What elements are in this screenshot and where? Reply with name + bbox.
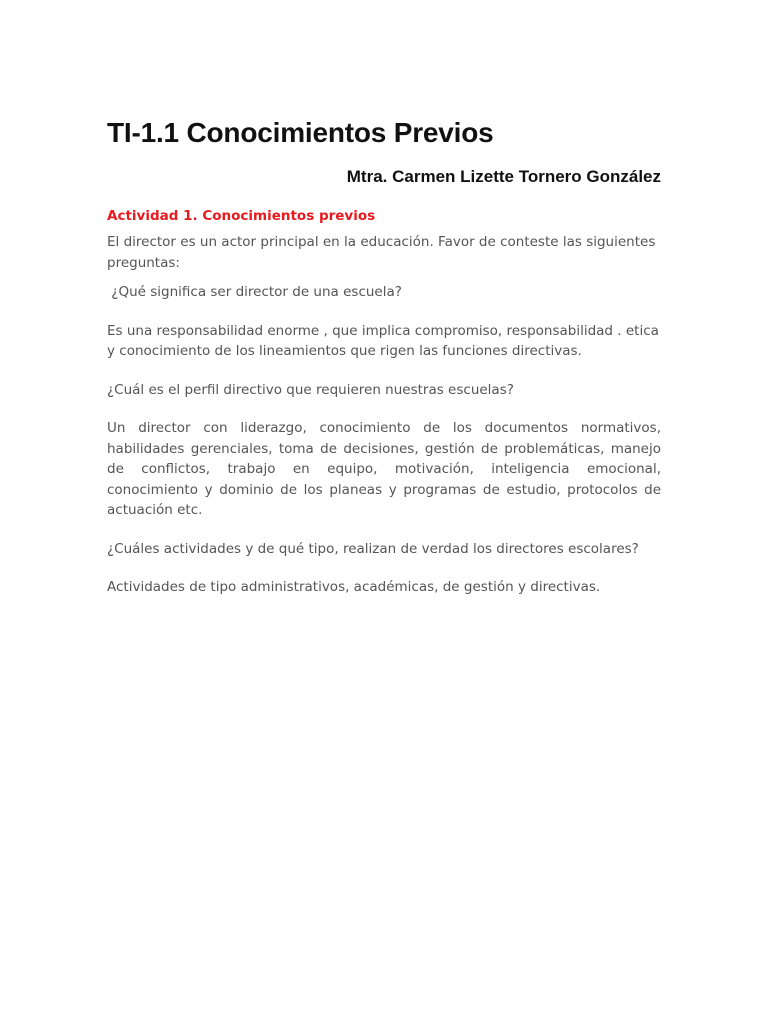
question-2: ¿Cuál es el perfil directivo que requieren nuestras escuelas? — [107, 381, 514, 398]
document-page — [107, 115, 661, 598]
answer-3: Actividades de tipo administrativos, académicas, de gestión y directivas. — [107, 579, 601, 595]
author-name: Mtra. Carmen Lizette Tornero González — [346, 167, 661, 186]
answer-2: Un director con liderazgo, conocimiento de los documentos normativos, habilidades gerenciales, toma de decisiones, gestión de problemáticas, manejo de conflictos, trabajo en equipo, motivación, inteligencia emocional, conocimiento y dominio de los planeas y programas de estudio, protocolos de actuación etc. — [107, 420, 661, 518]
intro-paragraph: El director es un actor principal en la educación. Favor de conteste las siguientes preguntas: — [107, 234, 656, 271]
question-1: ¿Qué significa ser director de una escuela? — [107, 284, 402, 300]
question-3: ¿Cuáles actividades y de qué tipo, realizan de verdad los directores escolares? — [107, 540, 639, 557]
answer-1: Es una responsabilidad enorme , que implica compromiso, responsabilidad . etica y conocimiento de los lineamientos que rigen las funciones directivas. — [107, 322, 659, 359]
document-title: TI-1.1 Conocimientos Previos — [107, 117, 494, 148]
activity-heading: Actividad 1. Conocimientos previos — [107, 208, 376, 224]
